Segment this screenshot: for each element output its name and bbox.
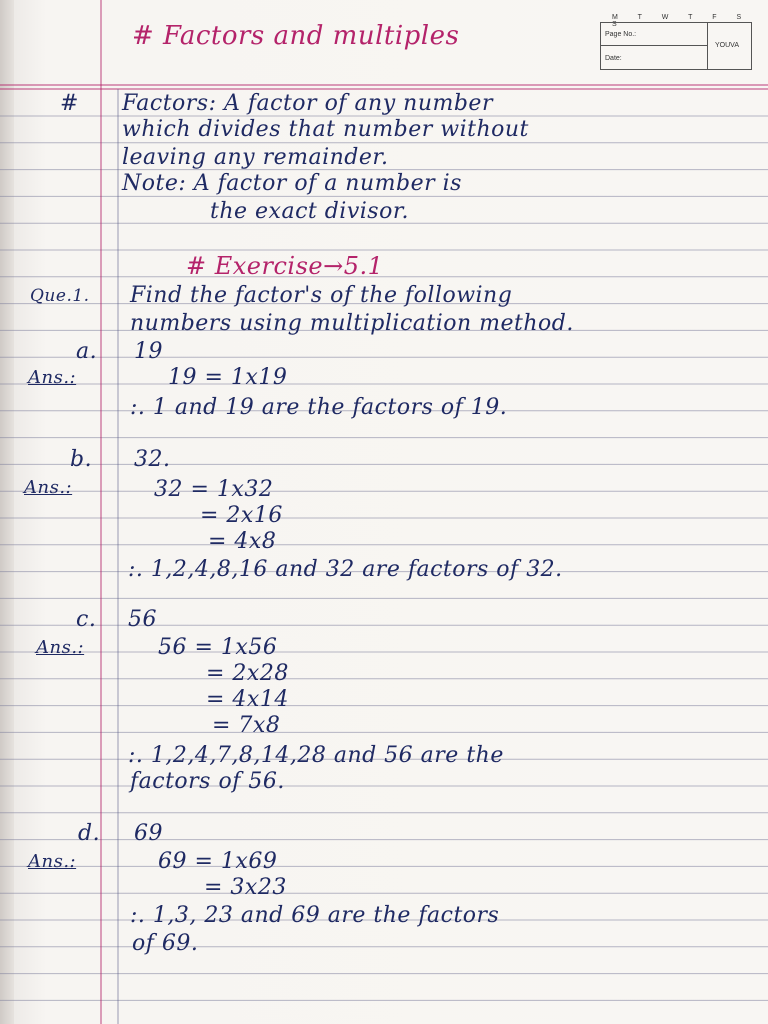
answer-label: Ans.: bbox=[24, 477, 73, 498]
part-number: 19 bbox=[134, 339, 163, 364]
part-label: d. bbox=[78, 821, 101, 846]
page-info-box bbox=[600, 22, 752, 70]
part-number: 32. bbox=[134, 447, 171, 472]
question-label: Que.1. bbox=[30, 286, 90, 306]
answer-label: Ans.: bbox=[28, 851, 77, 872]
part-label: c. bbox=[76, 607, 97, 632]
weekday-strip: M T W T F S S bbox=[612, 14, 751, 28]
exercise-heading: # Exercise→5.1 bbox=[186, 252, 384, 280]
definition-line-1: Factors: A factor of any number bbox=[122, 91, 493, 116]
definition-line-5: the exact divisor. bbox=[210, 199, 409, 224]
answer-conclusion: :. 1,2,4,8,16 and 32 are factors of 32. bbox=[128, 557, 563, 582]
answer-step: 19 = 1x19 bbox=[168, 365, 288, 390]
definition-line-2: which divides that number without bbox=[122, 117, 529, 142]
answer-conclusion: :. 1,3, 23 and 69 are the factors bbox=[130, 903, 500, 928]
definition-hash: # bbox=[60, 91, 79, 116]
answer-step: 32 = 1x32 bbox=[154, 477, 274, 502]
part-number: 56 bbox=[128, 607, 157, 632]
part-label: a. bbox=[76, 339, 98, 364]
answer-label: Ans.: bbox=[36, 637, 85, 658]
question-line-2: numbers using multiplication method. bbox=[130, 311, 574, 336]
answer-step: = 7x8 bbox=[212, 713, 281, 738]
answer-step: = 4x14 bbox=[206, 687, 289, 712]
answer-step: = 4x8 bbox=[208, 529, 277, 554]
answer-step: = 2x28 bbox=[206, 661, 289, 686]
answer-step: 56 = 1x56 bbox=[158, 635, 278, 660]
date-label: Date: bbox=[605, 55, 622, 62]
answer-step: 69 = 1x69 bbox=[158, 849, 278, 874]
definition-line-3: leaving any remainder. bbox=[122, 145, 389, 170]
question-line-1: Find the factor's of the following bbox=[130, 283, 513, 308]
answer-conclusion: factors of 56. bbox=[130, 769, 285, 794]
definition-line-4: Note: A factor of a number is bbox=[122, 171, 462, 196]
part-label: b. bbox=[70, 447, 93, 472]
answer-label: Ans.: bbox=[28, 367, 77, 388]
part-number: 69 bbox=[134, 821, 163, 846]
brand-logo: YOUVA bbox=[715, 42, 739, 49]
answer-step: = 2x16 bbox=[200, 503, 283, 528]
page-no-label: Page No.: bbox=[605, 31, 637, 38]
answer-conclusion: :. 1,2,4,7,8,14,28 and 56 are the bbox=[128, 743, 504, 768]
page-title: # Factors and multiples bbox=[132, 21, 460, 51]
answer-conclusion: :. 1 and 19 are the factors of 19. bbox=[130, 395, 508, 420]
answer-conclusion: of 69. bbox=[132, 931, 199, 956]
answer-step: = 3x23 bbox=[204, 875, 287, 900]
